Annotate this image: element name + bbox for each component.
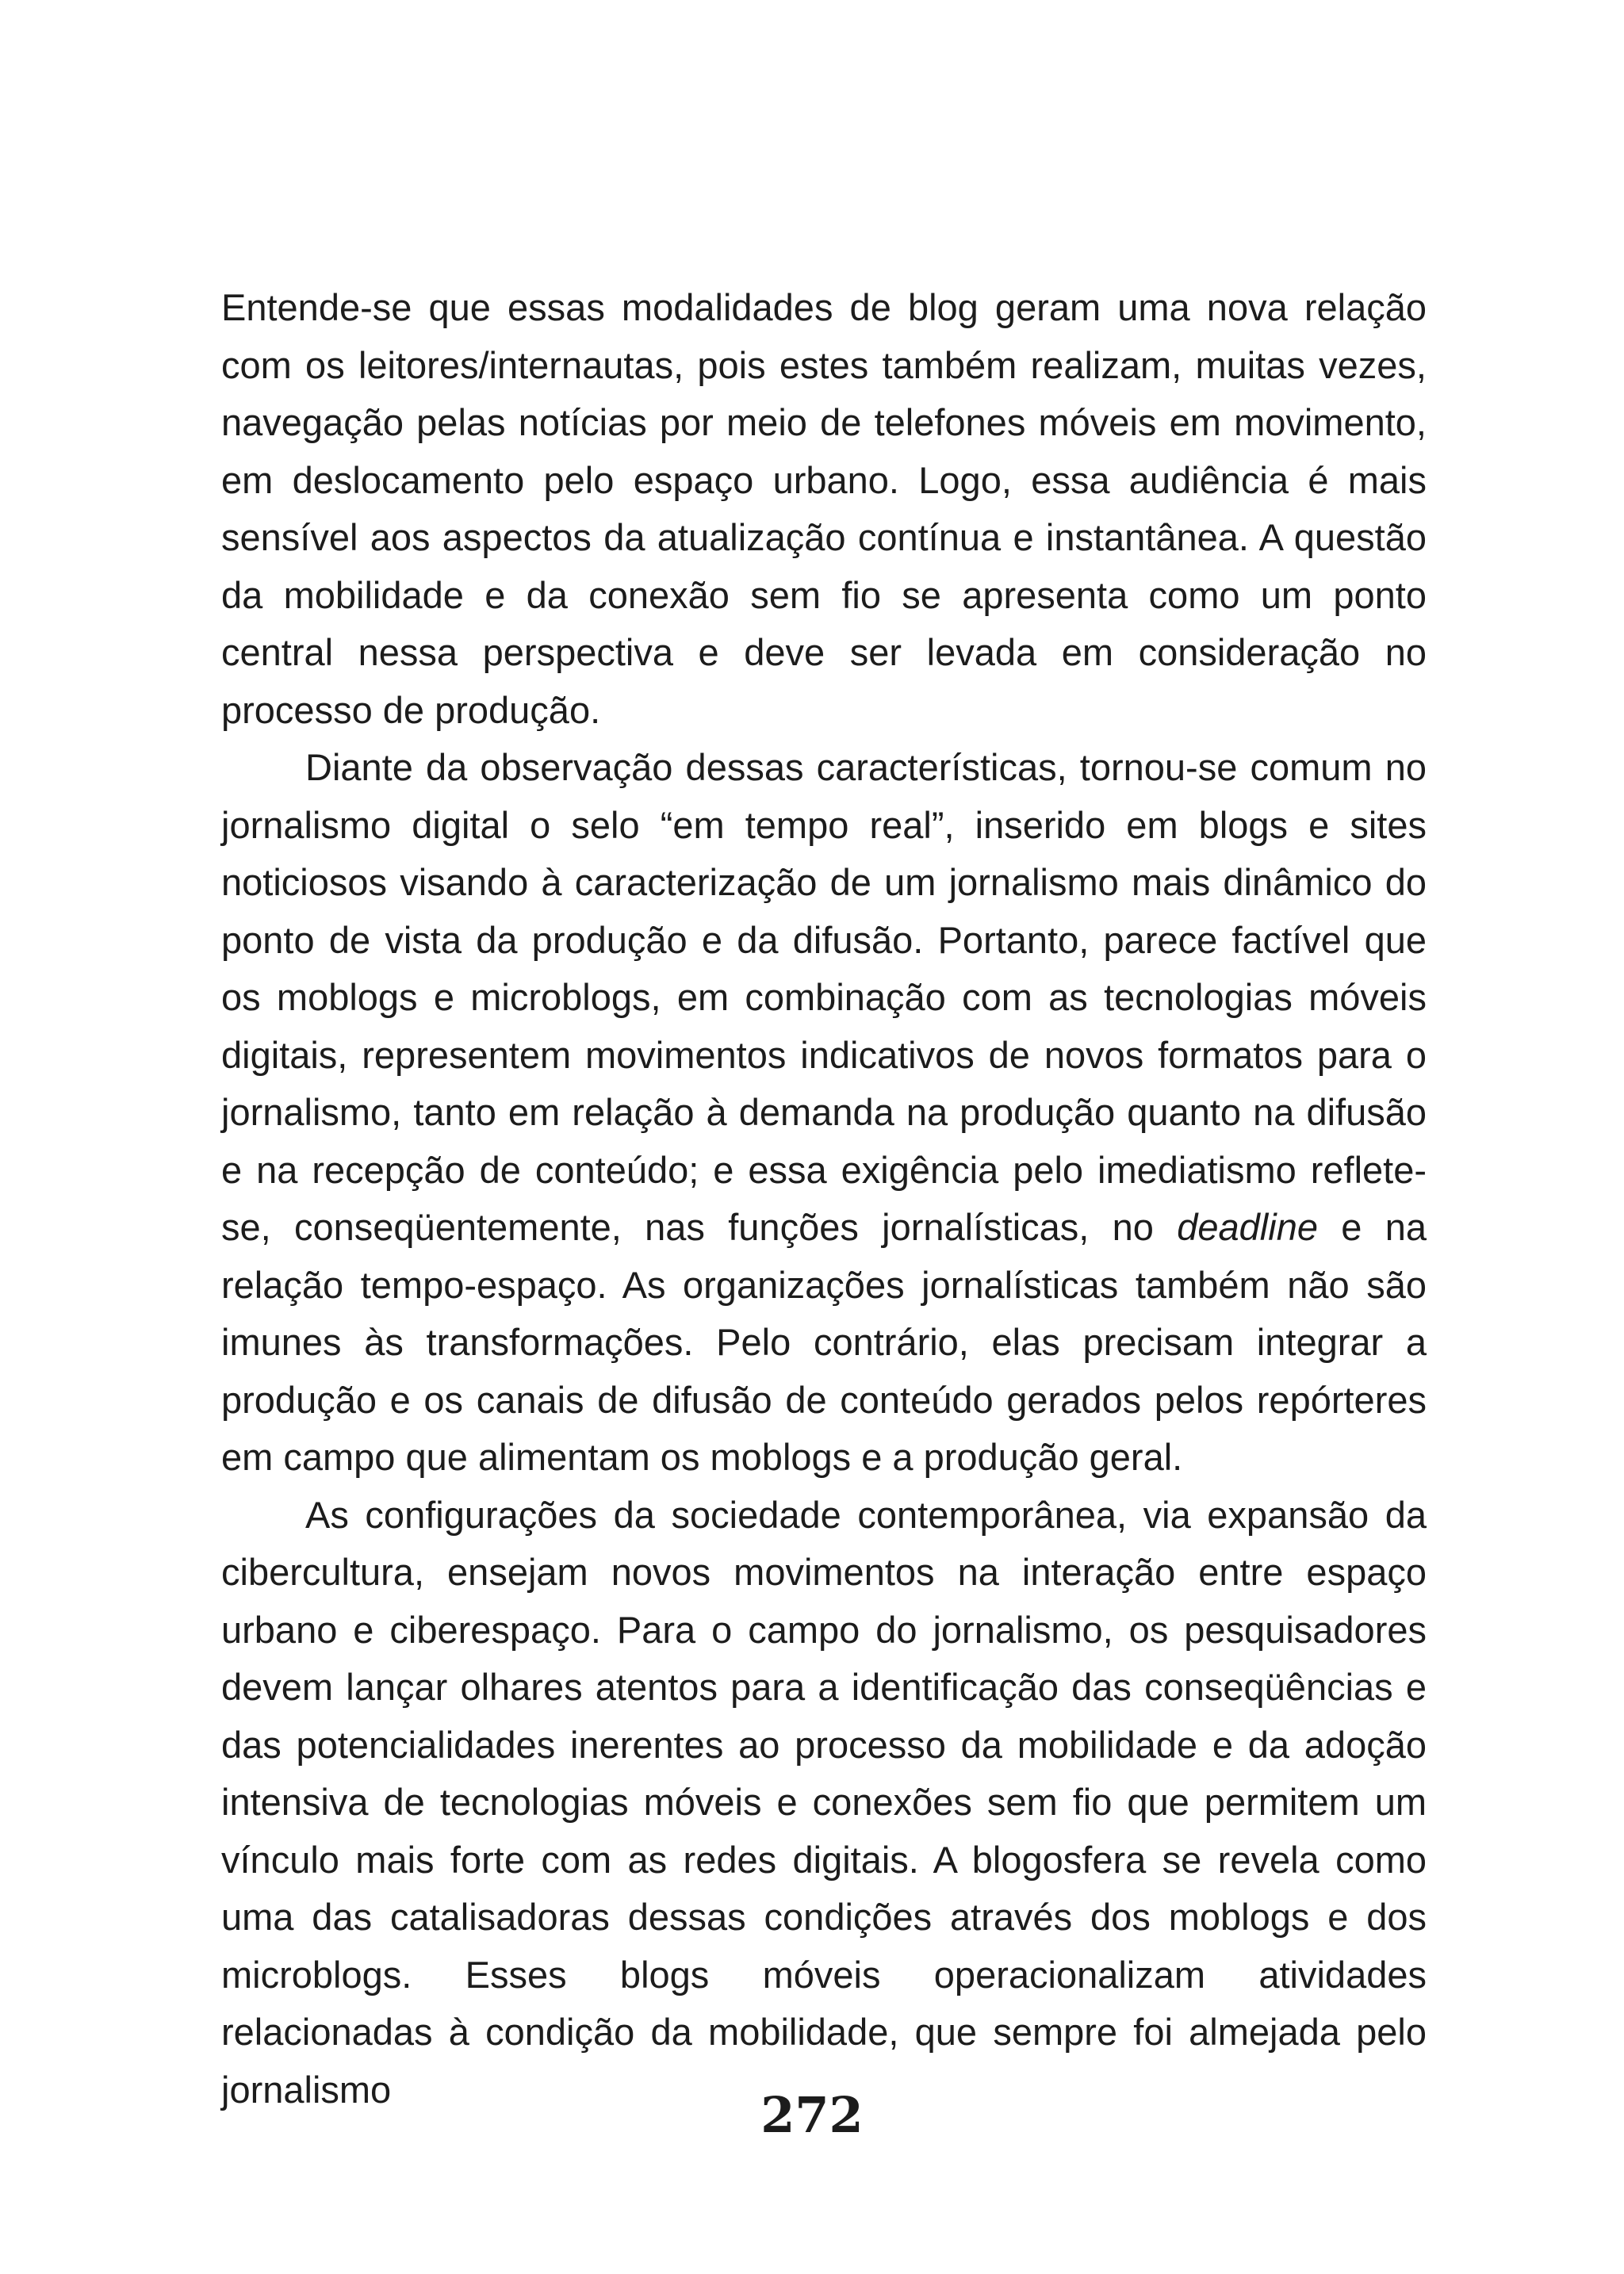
paragraph-2: [221, 739, 1427, 1487]
paragraph-3: [221, 1487, 1427, 2119]
paragraph-2-text-b: e na relação tempo-espaço. As organizações jornalísticas também não são imunes às transformações. Pelo contrário, elas precisam integrar a produção e os canais de difusão de conteúdo gerados pelos repórteres em campo que alimentam os moblogs e a produção geral.: [221, 1206, 1427, 1478]
paragraph-1-text: Entende-se que essas modalidades de blog geram uma nova relação com os leitores/internautas, pois estes também realizam, muitas vezes, navegação pelas notícias por meio de telefones móveis em movimento, em deslocamento pelo espaço urbano. Logo, essa audiência é mais sensível aos aspectos da atualização contínua e instantânea. A questão da mobilidade e da conexão sem fio se apresenta como um ponto central nessa perspectiva e deve ser levada em consideração no processo de produção.: [221, 286, 1427, 731]
paragraph-1: [221, 279, 1427, 739]
italic-term-deadline: deadline: [1177, 1206, 1318, 1248]
paragraph-2-text-a: Diante da observação dessas características, tornou-se comum no jornalismo digital o selo “em tempo real”, inserido em blogs e sites noticiosos visando à caracterização de um jornalismo mais dinâmico do ponto de vista da produção e da difusão. Portanto, parece factível que os moblogs e microblogs, em combinação com as tecnologias móveis digitais, representem movimentos indicativos de novos formatos para o jornalismo, tanto em relação à demanda na produção quanto na difusão e na recepção de conteúdo; e essa exigência pelo imediatismo reflete-se, conseqüentemente, nas funções jornalísticas, no: [221, 746, 1427, 1248]
page-number: 272: [760, 2086, 864, 2144]
body-text: [221, 279, 1427, 2119]
paragraph-3-text: As configurações da sociedade contemporânea, via expansão da cibercultura, ensejam novos movimentos na interação entre espaço urbano e ciberespaço. Para o campo do jornalismo, os pesquisadores devem lançar olhares atentos para a identificação das conseqüências e das potencialidades inerentes ao processo da mobilidade e da adoção intensiva de tecnologias móveis e conexões sem fio que permitem um vínculo mais forte com as redes digitais. A blogosfera se revela como uma das catalisadoras dessas condições através dos moblogs e dos microblogs. Esses blogs móveis operacionalizam atividades relacionadas à condição da mobilidade, que sempre foi almejada pelo jornalismo: [221, 1493, 1427, 2111]
